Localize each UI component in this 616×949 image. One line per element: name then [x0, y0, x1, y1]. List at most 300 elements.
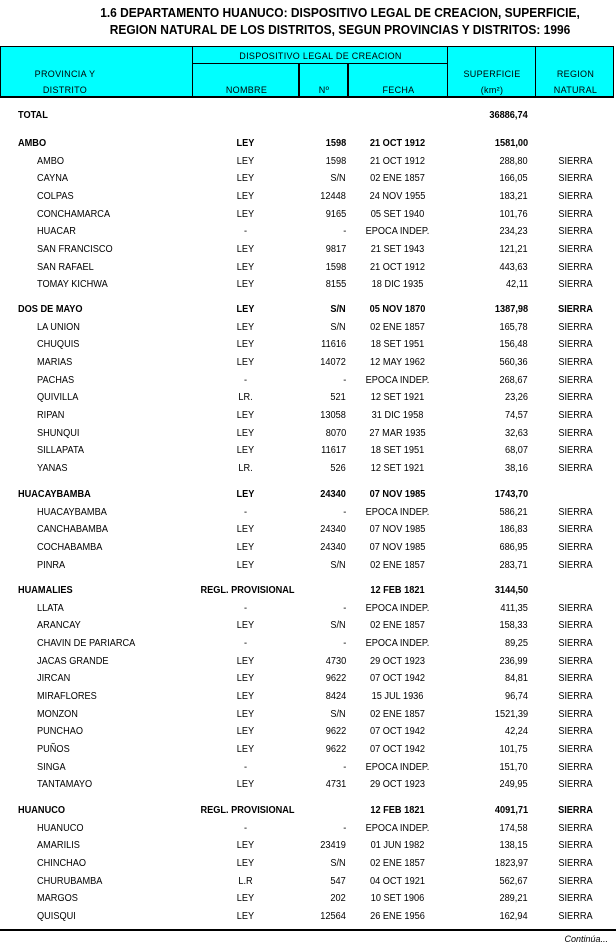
district-fecha: 21 SET 1943 — [370, 243, 425, 255]
district-row — [0, 223, 616, 240]
district-superficie: 101,75 — [499, 743, 528, 755]
header-dispositivo: DISPOSITIVO LEGAL DE CREACION — [239, 51, 402, 61]
province-name: HUAMALIES — [18, 585, 73, 596]
district-row — [0, 539, 616, 556]
district-row — [0, 241, 616, 258]
district-superficie: 74,57 — [504, 409, 528, 421]
district-superficie: 38,16 — [504, 462, 528, 474]
district-nombre: LEY — [236, 690, 255, 702]
province-region: SIERRA — [558, 304, 593, 315]
district-name: SAN FRANCISCO — [37, 243, 113, 255]
district-numero: - — [342, 761, 346, 773]
district-region: SIERRA — [558, 445, 593, 457]
district-numero: S/N — [330, 173, 346, 185]
district-fecha: 02 ENE 1857 — [370, 620, 425, 632]
district-row — [0, 259, 616, 276]
district-region: SIERRA — [558, 321, 593, 333]
district-nombre: LEY — [236, 840, 255, 852]
district-superficie: 101,76 — [499, 208, 528, 220]
district-nombre: LEY — [236, 321, 255, 333]
table-header — [0, 46, 614, 98]
province-superficie: 1581,00 — [494, 138, 528, 149]
district-region: SIERRA — [558, 779, 593, 791]
district-nombre: LEY — [236, 208, 255, 220]
district-region: SIERRA — [558, 226, 593, 238]
district-fecha: 04 OCT 1921 — [369, 875, 426, 887]
district-superficie: 268,67 — [499, 374, 528, 386]
district-name: LA UNION — [37, 321, 80, 333]
district-fecha: EPOCA INDEP. — [365, 761, 430, 773]
district-fecha: 07 OCT 1942 — [369, 726, 426, 738]
district-name: SILLAPATA — [37, 445, 85, 457]
header-fecha: FECHA — [382, 85, 415, 95]
district-region: SIERRA — [558, 559, 593, 571]
total-label: TOTAL — [18, 110, 48, 121]
province-region: SIERRA — [558, 805, 593, 816]
district-region: SIERRA — [558, 374, 593, 386]
district-row — [0, 389, 616, 406]
district-row — [0, 873, 616, 890]
district-region: SIERRA — [558, 279, 593, 291]
district-numero: - — [342, 506, 346, 518]
district-numero: 8424 — [325, 690, 346, 702]
district-fecha: EPOCA INDEP. — [365, 637, 430, 649]
district-row — [0, 354, 616, 371]
total-row — [0, 107, 616, 124]
district-region: SIERRA — [558, 637, 593, 649]
district-superficie: 42,24 — [504, 726, 528, 738]
district-region: SIERRA — [558, 243, 593, 255]
district-row — [0, 319, 616, 336]
district-region: SIERRA — [558, 392, 593, 404]
district-fecha: 02 ENE 1857 — [370, 321, 425, 333]
province-nombre: REGL. PROVISIONAL — [200, 805, 295, 816]
district-name: LLATA — [37, 602, 64, 614]
district-row — [0, 153, 616, 170]
district-fecha: 01 JUN 1982 — [370, 840, 425, 852]
district-numero: S/N — [330, 559, 346, 571]
province-superficie: 1743,70 — [494, 489, 528, 500]
district-name: CHINCHAO — [37, 857, 87, 869]
district-numero: 526 — [330, 462, 346, 474]
district-nombre: LEY — [236, 673, 255, 685]
district-fecha: 21 OCT 1912 — [369, 155, 426, 167]
district-nombre: LEY — [236, 339, 255, 351]
district-name: CONCHAMARCA — [37, 208, 111, 220]
district-row — [0, 600, 616, 617]
district-name: JACAS GRANDE — [37, 655, 109, 667]
district-row — [0, 206, 616, 223]
continua-note: Continúa... — [564, 934, 608, 944]
district-name: PUNCHAO — [37, 726, 84, 738]
district-numero: 4731 — [325, 779, 346, 791]
district-row — [0, 617, 616, 634]
district-row — [0, 635, 616, 652]
district-name: TANTAMAYO — [37, 779, 93, 791]
province-numero: 24340 — [320, 489, 346, 500]
district-superficie: 686,95 — [499, 541, 528, 553]
province-nombre: LEY — [236, 304, 255, 315]
district-name: COCHABAMBA — [37, 541, 103, 553]
district-superficie: 236,99 — [499, 655, 528, 667]
district-region: SIERRA — [558, 620, 593, 632]
district-region: SIERRA — [558, 708, 593, 720]
district-name: QUIVILLA — [37, 392, 79, 404]
district-superficie: 443,63 — [499, 261, 528, 273]
district-nombre: - — [243, 374, 248, 386]
district-nombre: LEY — [236, 910, 255, 922]
district-fecha: EPOCA INDEP. — [365, 226, 430, 238]
province-superficie: 1387,98 — [494, 304, 528, 315]
district-nombre: LEY — [236, 243, 255, 255]
district-nombre: - — [243, 761, 248, 773]
district-row — [0, 759, 616, 776]
district-name: MARIAS — [37, 356, 73, 368]
district-nombre: LEY — [236, 743, 255, 755]
district-superficie: 1521,39 — [494, 708, 528, 720]
province-numero: S/N — [330, 304, 346, 315]
header-region: REGION — [556, 69, 595, 79]
district-name: AMARILIS — [37, 840, 80, 852]
district-fecha: 02 ENE 1857 — [370, 708, 425, 720]
district-region: SIERRA — [558, 356, 593, 368]
district-row — [0, 820, 616, 837]
district-numero: 1598 — [325, 155, 346, 167]
district-nombre: LEY — [236, 559, 255, 571]
district-row — [0, 425, 616, 442]
district-numero: 9622 — [325, 726, 346, 738]
district-nombre: LEY — [236, 409, 255, 421]
district-nombre: LEY — [236, 893, 255, 905]
district-region: SIERRA — [558, 190, 593, 202]
district-region: SIERRA — [558, 155, 593, 167]
district-superficie: 89,25 — [504, 637, 528, 649]
district-region: SIERRA — [558, 427, 593, 439]
district-row — [0, 372, 616, 389]
district-superficie: 68,07 — [504, 445, 528, 457]
district-row — [0, 837, 616, 854]
district-row — [0, 855, 616, 872]
district-fecha: 24 NOV 1955 — [369, 190, 426, 202]
district-row — [0, 890, 616, 907]
district-region: SIERRA — [558, 339, 593, 351]
district-region: SIERRA — [558, 726, 593, 738]
district-name: ARANCAY — [37, 620, 81, 632]
district-region: SIERRA — [558, 462, 593, 474]
district-nombre: L.R — [238, 875, 253, 887]
district-region: SIERRA — [558, 893, 593, 905]
district-superficie: 283,71 — [499, 559, 528, 571]
district-fecha: 07 OCT 1942 — [369, 673, 426, 685]
district-row — [0, 723, 616, 740]
province-fecha: 12 FEB 1821 — [370, 805, 425, 816]
district-fecha: EPOCA INDEP. — [365, 602, 430, 614]
province-name: HUACAYBAMBA — [18, 489, 91, 500]
province-row — [0, 582, 616, 599]
district-fecha: EPOCA INDEP. — [365, 374, 430, 386]
district-nombre: - — [243, 637, 248, 649]
district-region: SIERRA — [558, 208, 593, 220]
district-nombre: - — [243, 602, 248, 614]
district-name: JIRCAN — [37, 673, 71, 685]
district-superficie: 586,21 — [499, 506, 528, 518]
district-region: SIERRA — [558, 409, 593, 421]
district-name: PACHAS — [37, 374, 75, 386]
page-title-line-1: 1.6 DEPARTAMENTO HUANUCO: DISPOSITIVO LEGAL DE CREACION, SUPERFICIE, — [100, 5, 580, 20]
district-row — [0, 908, 616, 925]
district-region: SIERRA — [558, 173, 593, 185]
district-numero: 202 — [330, 893, 346, 905]
district-numero: - — [342, 374, 346, 386]
district-superficie: 84,81 — [504, 673, 528, 685]
district-nombre: - — [243, 822, 248, 834]
district-row — [0, 336, 616, 353]
district-row — [0, 653, 616, 670]
province-row — [0, 301, 616, 318]
district-superficie: 560,36 — [499, 356, 528, 368]
district-row — [0, 460, 616, 477]
district-nombre: LEY — [236, 190, 255, 202]
district-superficie: 158,33 — [499, 620, 528, 632]
district-region: SIERRA — [558, 910, 593, 922]
header-nombre: NOMBRE — [225, 85, 268, 95]
district-numero: 13058 — [320, 409, 346, 421]
district-region: SIERRA — [558, 506, 593, 518]
province-fecha: 21 OCT 1912 — [369, 138, 426, 149]
district-numero: 8155 — [325, 279, 346, 291]
district-nombre: LEY — [236, 445, 255, 457]
province-nombre: LEY — [236, 489, 255, 500]
district-superficie: 186,83 — [499, 524, 528, 536]
province-fecha: 12 FEB 1821 — [370, 585, 425, 596]
province-name: HUANUCO — [18, 805, 66, 816]
district-numero: 24340 — [320, 541, 346, 553]
district-name: SAN RAFAEL — [37, 261, 94, 273]
district-superficie: 23,26 — [504, 392, 528, 404]
district-row — [0, 741, 616, 758]
district-nombre: LEY — [236, 356, 255, 368]
district-numero: 23419 — [320, 840, 346, 852]
district-nombre: LEY — [236, 279, 255, 291]
district-superficie: 138,15 — [499, 840, 528, 852]
district-name: YANAS — [37, 462, 68, 474]
district-fecha: 12 SET 1921 — [370, 462, 425, 474]
district-row — [0, 521, 616, 538]
header-superficie: SUPERFICIE — [463, 69, 521, 79]
district-row — [0, 188, 616, 205]
district-numero: - — [342, 822, 346, 834]
district-fecha: 15 JUL 1936 — [371, 690, 424, 702]
district-fecha: 05 SET 1940 — [370, 208, 425, 220]
district-numero: S/N — [330, 857, 346, 869]
district-fecha: 12 MAY 1962 — [370, 356, 425, 368]
province-row — [0, 802, 616, 819]
header-subdivider — [193, 63, 448, 64]
district-name: MIRAFLORES — [37, 690, 97, 702]
district-superficie: 174,58 — [499, 822, 528, 834]
district-numero: S/N — [330, 708, 346, 720]
district-numero: 547 — [330, 875, 346, 887]
district-nombre: LEY — [236, 708, 255, 720]
total-superficie: 36886,74 — [489, 110, 528, 121]
district-fecha: 18 SET 1951 — [370, 445, 425, 457]
district-fecha: 21 OCT 1912 — [369, 261, 426, 273]
district-numero: 9165 — [325, 208, 346, 220]
district-name: HUANUCO — [37, 822, 84, 834]
district-fecha: 18 DIC 1935 — [371, 279, 424, 291]
district-name: HUACAR — [37, 226, 76, 238]
district-row — [0, 706, 616, 723]
district-name: AMBO — [37, 155, 65, 167]
district-fecha: EPOCA INDEP. — [365, 822, 430, 834]
district-name: CHUQUIS — [37, 339, 80, 351]
district-name: CHURUBAMBA — [37, 875, 103, 887]
district-fecha: 27 MAR 1935 — [369, 427, 426, 439]
district-region: SIERRA — [558, 690, 593, 702]
district-row — [0, 688, 616, 705]
province-nombre: LEY — [236, 138, 255, 149]
district-region: SIERRA — [558, 261, 593, 273]
province-numero: 1598 — [325, 138, 346, 149]
header-distrito: DISTRITO — [42, 85, 88, 95]
district-region: SIERRA — [558, 840, 593, 852]
footer-rule — [0, 929, 616, 931]
province-name: DOS DE MAYO — [18, 304, 83, 315]
district-fecha: 26 ENE 1956 — [370, 910, 425, 922]
district-fecha: 02 ENE 1857 — [370, 173, 425, 185]
district-numero: 1598 — [325, 261, 346, 273]
district-region: SIERRA — [558, 761, 593, 773]
district-region: SIERRA — [558, 673, 593, 685]
district-row — [0, 776, 616, 793]
district-row — [0, 557, 616, 574]
district-region: SIERRA — [558, 541, 593, 553]
district-numero: 9622 — [325, 743, 346, 755]
district-name: PINRA — [37, 559, 66, 571]
district-superficie: 166,05 — [499, 173, 528, 185]
header-region-natural: NATURAL — [553, 85, 598, 95]
district-numero: - — [342, 637, 346, 649]
district-numero: 12564 — [320, 910, 346, 922]
district-superficie: 289,21 — [499, 893, 528, 905]
district-nombre: LEY — [236, 261, 255, 273]
district-superficie: 121,21 — [499, 243, 528, 255]
district-region: SIERRA — [558, 822, 593, 834]
header-superficie-unit: (km²) — [480, 85, 504, 95]
district-numero: 4730 — [325, 655, 346, 667]
district-name: HUACAYBAMBA — [37, 506, 107, 518]
district-nombre: - — [243, 226, 248, 238]
district-fecha: 02 ENE 1857 — [370, 857, 425, 869]
district-superficie: 411,35 — [500, 602, 528, 614]
district-row — [0, 504, 616, 521]
district-superficie: 562,67 — [499, 875, 528, 887]
district-name: PUÑOS — [37, 743, 70, 755]
district-row — [0, 407, 616, 424]
district-name: MONZON — [37, 708, 78, 720]
district-superficie: 249,95 — [499, 779, 528, 791]
district-numero: 521 — [330, 392, 346, 404]
district-superficie: 151,70 — [499, 761, 528, 773]
district-fecha: 07 OCT 1942 — [369, 743, 426, 755]
district-name: CANCHABAMBA — [37, 524, 109, 536]
district-superficie: 42,11 — [505, 279, 528, 291]
district-region: SIERRA — [558, 857, 593, 869]
district-fecha: 07 NOV 1985 — [369, 541, 426, 553]
district-name: COLPAS — [37, 190, 74, 202]
district-numero: - — [342, 226, 346, 238]
district-fecha: 02 ENE 1857 — [370, 559, 425, 571]
district-nombre: LEY — [236, 779, 255, 791]
district-name: TOMAY KICHWA — [37, 279, 108, 291]
district-row — [0, 442, 616, 459]
district-name: QUISQUI — [37, 910, 76, 922]
district-numero: 9817 — [325, 243, 346, 255]
page-title-line-2: REGION NATURAL DE LOS DISTRITOS, SEGUN PROVINCIAS Y DISTRITOS: 1996 — [109, 22, 571, 37]
district-fecha: 18 SET 1951 — [370, 339, 425, 351]
province-row — [0, 486, 616, 503]
district-superficie: 96,74 — [504, 690, 528, 702]
district-region: SIERRA — [558, 743, 593, 755]
province-superficie: 4091,71 — [494, 805, 528, 816]
district-numero: 12448 — [320, 190, 346, 202]
province-fecha: 07 NOV 1985 — [369, 489, 426, 500]
district-fecha: 10 SET 1906 — [370, 893, 425, 905]
district-row — [0, 670, 616, 687]
district-region: SIERRA — [558, 655, 593, 667]
district-nombre: LEY — [236, 155, 255, 167]
district-nombre: LEY — [236, 620, 255, 632]
district-numero: 9622 — [325, 673, 346, 685]
district-fecha: 12 SET 1921 — [370, 392, 425, 404]
district-superficie: 1823,97 — [494, 857, 528, 869]
district-fecha: 31 DIC 1958 — [371, 409, 424, 421]
district-nombre: LEY — [236, 541, 255, 553]
district-superficie: 156,48 — [499, 339, 528, 351]
district-superficie: 32,63 — [504, 427, 528, 439]
district-superficie: 165,78 — [499, 321, 528, 333]
district-region: SIERRA — [558, 875, 593, 887]
district-nombre: LEY — [236, 427, 255, 439]
district-row — [0, 276, 616, 293]
district-nombre: LR. — [238, 462, 253, 474]
district-nombre: LEY — [236, 857, 255, 869]
district-fecha: EPOCA INDEP. — [365, 506, 430, 518]
district-numero: 24340 — [320, 524, 346, 536]
header-numero: Nº — [318, 85, 330, 95]
district-nombre: - — [243, 506, 248, 518]
district-numero: S/N — [330, 321, 346, 333]
district-fecha: 29 OCT 1923 — [369, 779, 426, 791]
district-name: CAYNA — [37, 173, 69, 185]
district-name: SINGA — [37, 761, 66, 773]
district-region: SIERRA — [558, 524, 593, 536]
district-name: SHUNQUI — [37, 427, 80, 439]
district-numero: 11616 — [321, 339, 346, 351]
district-fecha: 07 NOV 1985 — [369, 524, 426, 536]
district-name: CHAVIN DE PARIARCA — [37, 637, 136, 649]
district-nombre: LR. — [238, 392, 253, 404]
district-numero: 8070 — [325, 427, 346, 439]
district-region: SIERRA — [558, 602, 593, 614]
district-numero: S/N — [330, 620, 346, 632]
province-fecha: 05 NOV 1870 — [369, 304, 426, 315]
district-fecha: 29 OCT 1923 — [369, 655, 426, 667]
province-superficie: 3144,50 — [494, 585, 528, 596]
header-provincia: PROVINCIA Y — [34, 69, 96, 79]
district-superficie: 288,80 — [499, 155, 528, 167]
province-row — [0, 135, 616, 152]
